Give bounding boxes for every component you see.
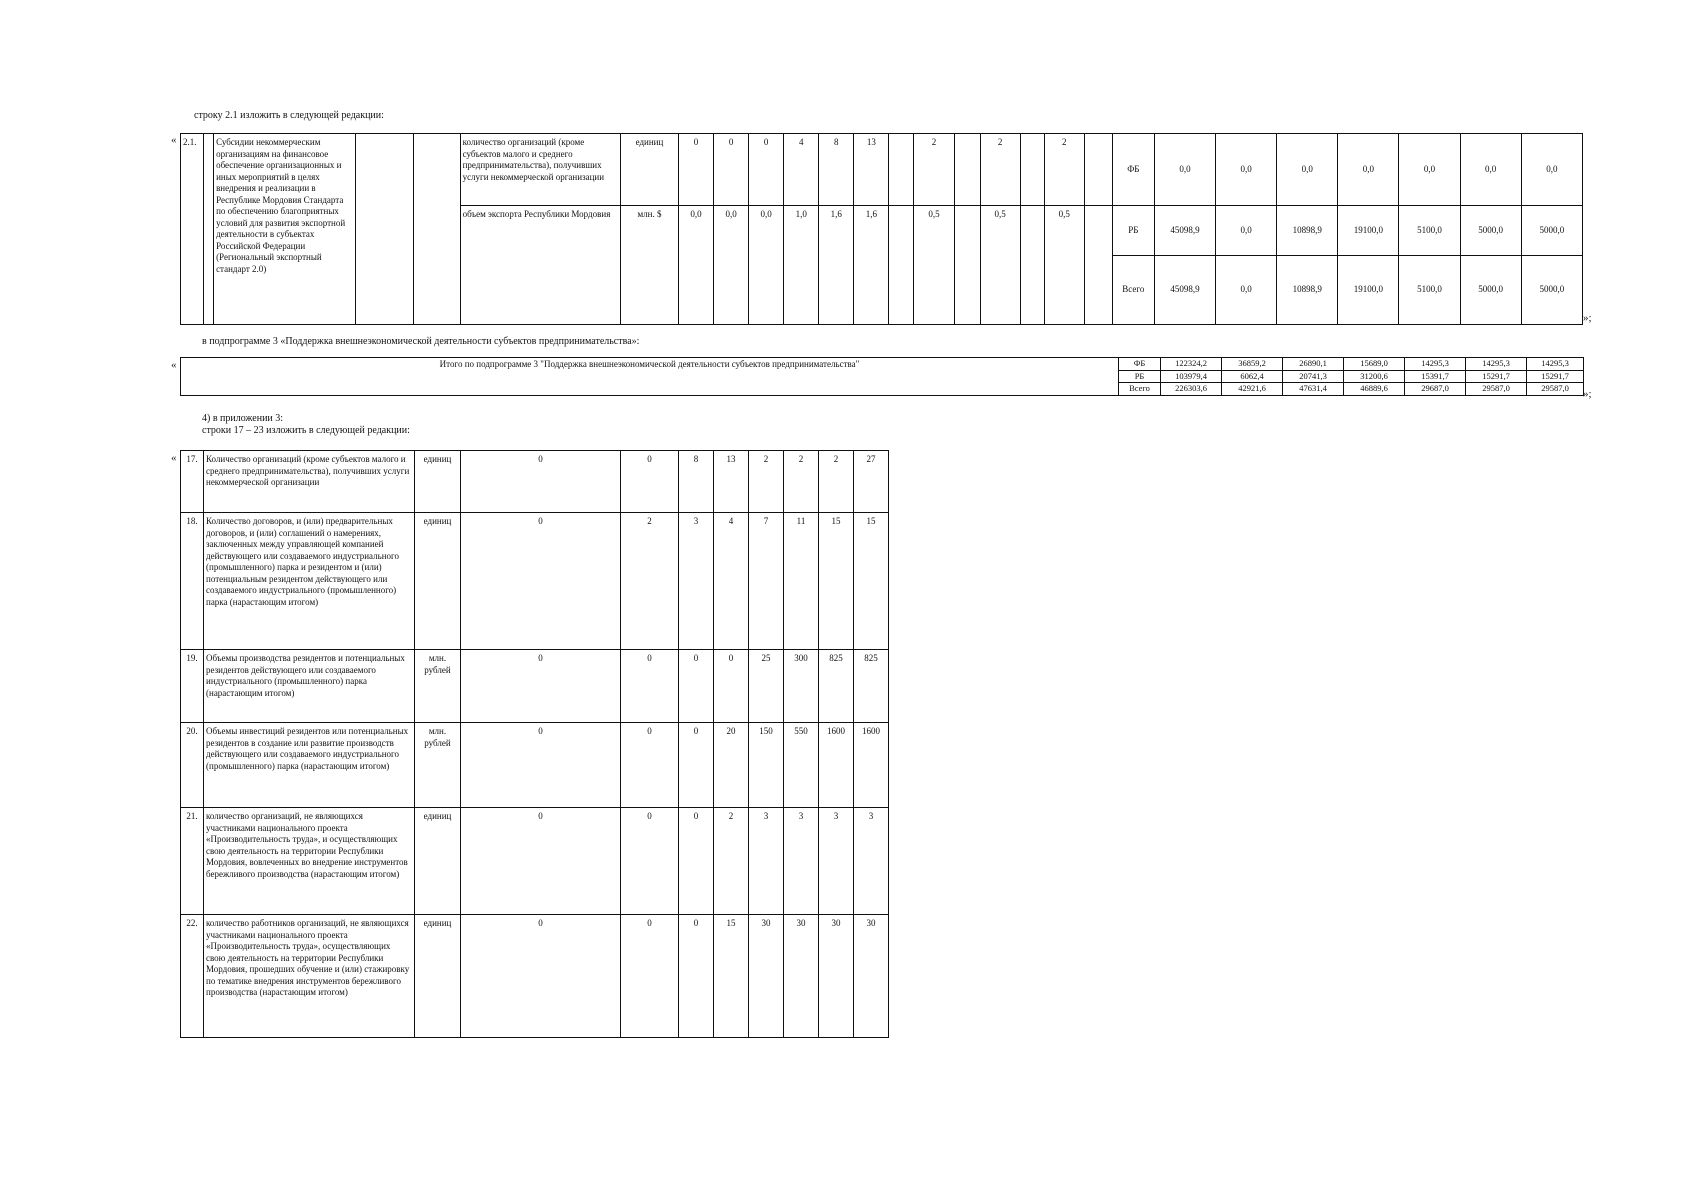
- total-value: 226303,6: [1161, 383, 1222, 396]
- indicator-value: 15: [854, 513, 889, 650]
- open-quote: «: [171, 359, 177, 371]
- indicator-unit: млн. рублей: [415, 723, 461, 808]
- indicator-unit: единиц: [415, 915, 461, 1038]
- indicator-value: 0: [461, 451, 621, 513]
- subprogram-total-label: Итого по подпрограмме 3 "Поддержка внешнеэкономической деятельности субъектов предпринимательства": [181, 358, 1119, 396]
- indicator-value: 825: [819, 650, 854, 723]
- finance-value: 0,0: [1521, 134, 1582, 206]
- indicator-value: 8: [679, 451, 714, 513]
- finance-value: 0,0: [1216, 256, 1277, 325]
- indicator-value: 30: [854, 915, 889, 1038]
- indicator-value: 0: [621, 451, 679, 513]
- total-value: 42921,6: [1222, 383, 1283, 396]
- open-quote: «: [171, 452, 177, 464]
- indicator-2-value: 0,0: [679, 206, 714, 325]
- finance-source: ФБ: [1112, 134, 1154, 206]
- indicator-2-value: 0,0: [714, 206, 749, 325]
- indicator-value: 0: [461, 808, 621, 915]
- indicator-value: 0: [621, 723, 679, 808]
- finance-value: 0,0: [1216, 134, 1277, 206]
- indicator-1-value: 4: [784, 134, 819, 206]
- total-value: 15391,7: [1405, 370, 1466, 383]
- indicator-name: количество организаций, не являющихся участниками национального проекта «Производительность труда», и осуществляющих свою деятельность на территории Республики Мордовия, вовлеченных во внедрение инструментов бережливого производства (нарастающим итогом): [204, 808, 415, 915]
- indicator-value: 3: [854, 808, 889, 915]
- table-row: [181, 808, 931, 915]
- row-number: 19.: [181, 650, 204, 723]
- indicator-value: 1600: [819, 723, 854, 808]
- intro-line-4: строки 17 – 23 изложить в следующей редакции:: [202, 425, 410, 436]
- finance-value: 0,0: [1154, 134, 1215, 206]
- total-value: 20741,3: [1283, 370, 1344, 383]
- total-value: 46889,6: [1344, 383, 1405, 396]
- row-number: 20.: [181, 723, 204, 808]
- intro-line-1: строку 2.1 изложить в следующей редакции:: [194, 110, 384, 121]
- row-number: 18.: [181, 513, 204, 650]
- intro-line-2: в подпрограмме 3 «Поддержка внешнеэкономической деятельности субъектов предпринимательства»:: [202, 336, 640, 347]
- total-source: Всего: [1119, 383, 1161, 396]
- finance-value: 5100,0: [1399, 256, 1460, 325]
- indicator-value: 150: [749, 723, 784, 808]
- indicator-2-value: 0,5: [980, 206, 1020, 325]
- finance-value: 45098,9: [1154, 206, 1215, 256]
- table-row: [181, 513, 931, 650]
- total-value: 26890,1: [1283, 358, 1344, 371]
- indicator-value: 30: [784, 915, 819, 1038]
- total-value: 122324,2: [1161, 358, 1222, 371]
- finance-source: Всего: [1112, 256, 1154, 325]
- indicator-value: 3: [749, 808, 784, 915]
- indicator-1-value: 0: [749, 134, 784, 206]
- indicator-1-value: 2: [914, 134, 954, 206]
- row-number: 21.: [181, 808, 204, 915]
- indicator-value: 0: [621, 650, 679, 723]
- total-value: 29587,0: [1527, 383, 1584, 396]
- total-source: ФБ: [1119, 358, 1161, 371]
- total-value: 29587,0: [1466, 383, 1527, 396]
- row-2-1-name: Субсидии некоммерческим организациям на финансовое обеспечение организационных и иных мероприятий в целях внедрения и реализации в Республике Мордовия Стандарта по обеспечению благоприятных условий для развития экспортной деятельности в субъектах Российской Федерации (Региональный экспортный стандарт 2.0): [214, 134, 356, 325]
- finance-value: 0,0: [1216, 206, 1277, 256]
- finance-value: 0,0: [1399, 134, 1460, 206]
- finance-value: 10898,9: [1277, 256, 1338, 325]
- finance-value: 5000,0: [1460, 256, 1521, 325]
- indicator-value: 0: [679, 650, 714, 723]
- finance-value: 0,0: [1338, 134, 1399, 206]
- total-value: 14295,3: [1405, 358, 1466, 371]
- indicator-value: 0: [461, 650, 621, 723]
- indicator-2-name: объем экспорта Республики Мордовия: [460, 206, 620, 325]
- indicator-value: 2: [749, 451, 784, 513]
- indicator-value: 11: [784, 513, 819, 650]
- finance-source: РБ: [1112, 206, 1154, 256]
- indicator-value: 2: [714, 808, 749, 915]
- indicator-unit: единиц: [415, 808, 461, 915]
- row-2-1-indicator-1: [181, 134, 1583, 206]
- finance-value: 5000,0: [1521, 256, 1582, 325]
- indicator-2-value: 1,6: [854, 206, 889, 325]
- finance-value: 0,0: [1277, 134, 1338, 206]
- indicator-2-value: 0,5: [914, 206, 954, 325]
- indicator-1-value: 2: [980, 134, 1020, 206]
- total-value: 31200,6: [1344, 370, 1405, 383]
- indicator-value: 30: [749, 915, 784, 1038]
- table-row: [181, 723, 931, 808]
- indicator-value: 25: [749, 650, 784, 723]
- finance-value: 19100,0: [1338, 206, 1399, 256]
- close-quote: »;: [1583, 388, 1592, 400]
- indicator-1-value: 2: [1044, 134, 1084, 206]
- indicator-value: 13: [714, 451, 749, 513]
- indicator-value: 0: [461, 513, 621, 650]
- indicator-value: 30: [819, 915, 854, 1038]
- total-value: 47631,4: [1283, 383, 1344, 396]
- indicator-value: 27: [854, 451, 889, 513]
- row-2-1-table: [180, 133, 1583, 325]
- total-value: 15291,7: [1527, 370, 1584, 383]
- row-number: 22.: [181, 915, 204, 1038]
- indicator-2-value: 0,0: [749, 206, 784, 325]
- row-2-1-number: 2.1.: [181, 134, 204, 325]
- indicator-2-value: 1,6: [819, 206, 854, 325]
- finance-value: 5000,0: [1521, 206, 1582, 256]
- indicator-1-value: 0: [679, 134, 714, 206]
- indicator-value: 550: [784, 723, 819, 808]
- indicator-value: 2: [819, 451, 854, 513]
- indicator-value: 300: [784, 650, 819, 723]
- indicator-value: 3: [819, 808, 854, 915]
- appendix-3-table: [180, 450, 931, 1038]
- indicator-1-unit: единиц: [620, 134, 678, 206]
- indicator-value: 0: [679, 723, 714, 808]
- indicator-value: 0: [621, 808, 679, 915]
- finance-value: 19100,0: [1338, 256, 1399, 325]
- indicator-name: Количество договоров, и (или) предварительных договоров, и (или) соглашений о намерениях, заключенных между управляющей компанией действующего или создаваемого индустриального (промышленного) парка и резидентом и (или) потенциальным резидентом действующего или создаваемого индустриального (промышленного) парка (нарастающим итогом): [204, 513, 415, 650]
- indicator-value: 0: [461, 723, 621, 808]
- subprogram-total-table: [180, 357, 1584, 396]
- total-value: 6062,4: [1222, 370, 1283, 383]
- finance-value: 0,0: [1460, 134, 1521, 206]
- indicator-unit: единиц: [415, 513, 461, 650]
- indicator-name: Объемы инвестиций резидентов или потенциальных резидентов в создание или развитие производств действующего или создаваемого индустриального (промышленного) парка (нарастающим итогом): [204, 723, 415, 808]
- indicator-1-name: количество организаций (кроме субъектов малого и среднего предпринимательства), получивших услуги некоммерческой организации: [460, 134, 620, 206]
- indicator-value: 3: [679, 513, 714, 650]
- total-value: 103979,4: [1161, 370, 1222, 383]
- total-value: 15689,0: [1344, 358, 1405, 371]
- total-value: 36859,2: [1222, 358, 1283, 371]
- indicator-2-unit: млн. $: [620, 206, 678, 325]
- indicator-name: количество работников организаций, не являющихся участниками национального проекта «Производительность труда», осуществляющих свою деятельность на территории Республики Мордовия, прошедших обучение и (или) стажировку по тематике внедрения инструментов бережливого производства (нарастающим итогом): [204, 915, 415, 1038]
- finance-value: 5000,0: [1460, 206, 1521, 256]
- indicator-1-value: 0: [714, 134, 749, 206]
- indicator-value: 0: [679, 808, 714, 915]
- total-value: 14295,3: [1527, 358, 1584, 371]
- indicator-value: 825: [854, 650, 889, 723]
- indicator-name: Количество организаций (кроме субъектов малого и среднего предпринимательства), получивших услуги некоммерческой организации: [204, 451, 415, 513]
- indicator-value: 0: [714, 650, 749, 723]
- indicator-value: 2: [784, 451, 819, 513]
- indicator-1-value: 13: [854, 134, 889, 206]
- finance-value: 45098,9: [1154, 256, 1215, 325]
- finance-value: 10898,9: [1277, 206, 1338, 256]
- indicator-unit: млн. рублей: [415, 650, 461, 723]
- table-row: [181, 650, 931, 723]
- indicator-value: 0: [679, 915, 714, 1038]
- row-number: 17.: [181, 451, 204, 513]
- close-quote: »;: [1583, 312, 1592, 324]
- indicator-value: 15: [714, 915, 749, 1038]
- indicator-value: 4: [714, 513, 749, 650]
- indicator-value: 1600: [854, 723, 889, 808]
- indicator-2-value: 1,0: [784, 206, 819, 325]
- total-value: 29687,0: [1405, 383, 1466, 396]
- finance-value: 5100,0: [1399, 206, 1460, 256]
- total-value: 15291,7: [1466, 370, 1527, 383]
- intro-line-3: 4) в приложении 3:: [202, 413, 284, 424]
- indicator-name: Объемы производства резидентов и потенциальных резидентов действующего или создаваемого индустриального (промышленного) парка (нарастающим итогом): [204, 650, 415, 723]
- indicator-value: 0: [621, 915, 679, 1038]
- total-source: РБ: [1119, 370, 1161, 383]
- indicator-value: 2: [621, 513, 679, 650]
- indicator-value: 0: [461, 915, 621, 1038]
- total-value: 14295,3: [1466, 358, 1527, 371]
- indicator-1-value: 8: [819, 134, 854, 206]
- indicator-value: 7: [749, 513, 784, 650]
- open-quote: «: [171, 134, 177, 146]
- table-row: [181, 451, 931, 513]
- indicator-value: 15: [819, 513, 854, 650]
- indicator-value: 3: [784, 808, 819, 915]
- indicator-value: 20: [714, 723, 749, 808]
- indicator-2-value: 0,5: [1044, 206, 1084, 325]
- indicator-unit: единиц: [415, 451, 461, 513]
- table-row: [181, 915, 931, 1038]
